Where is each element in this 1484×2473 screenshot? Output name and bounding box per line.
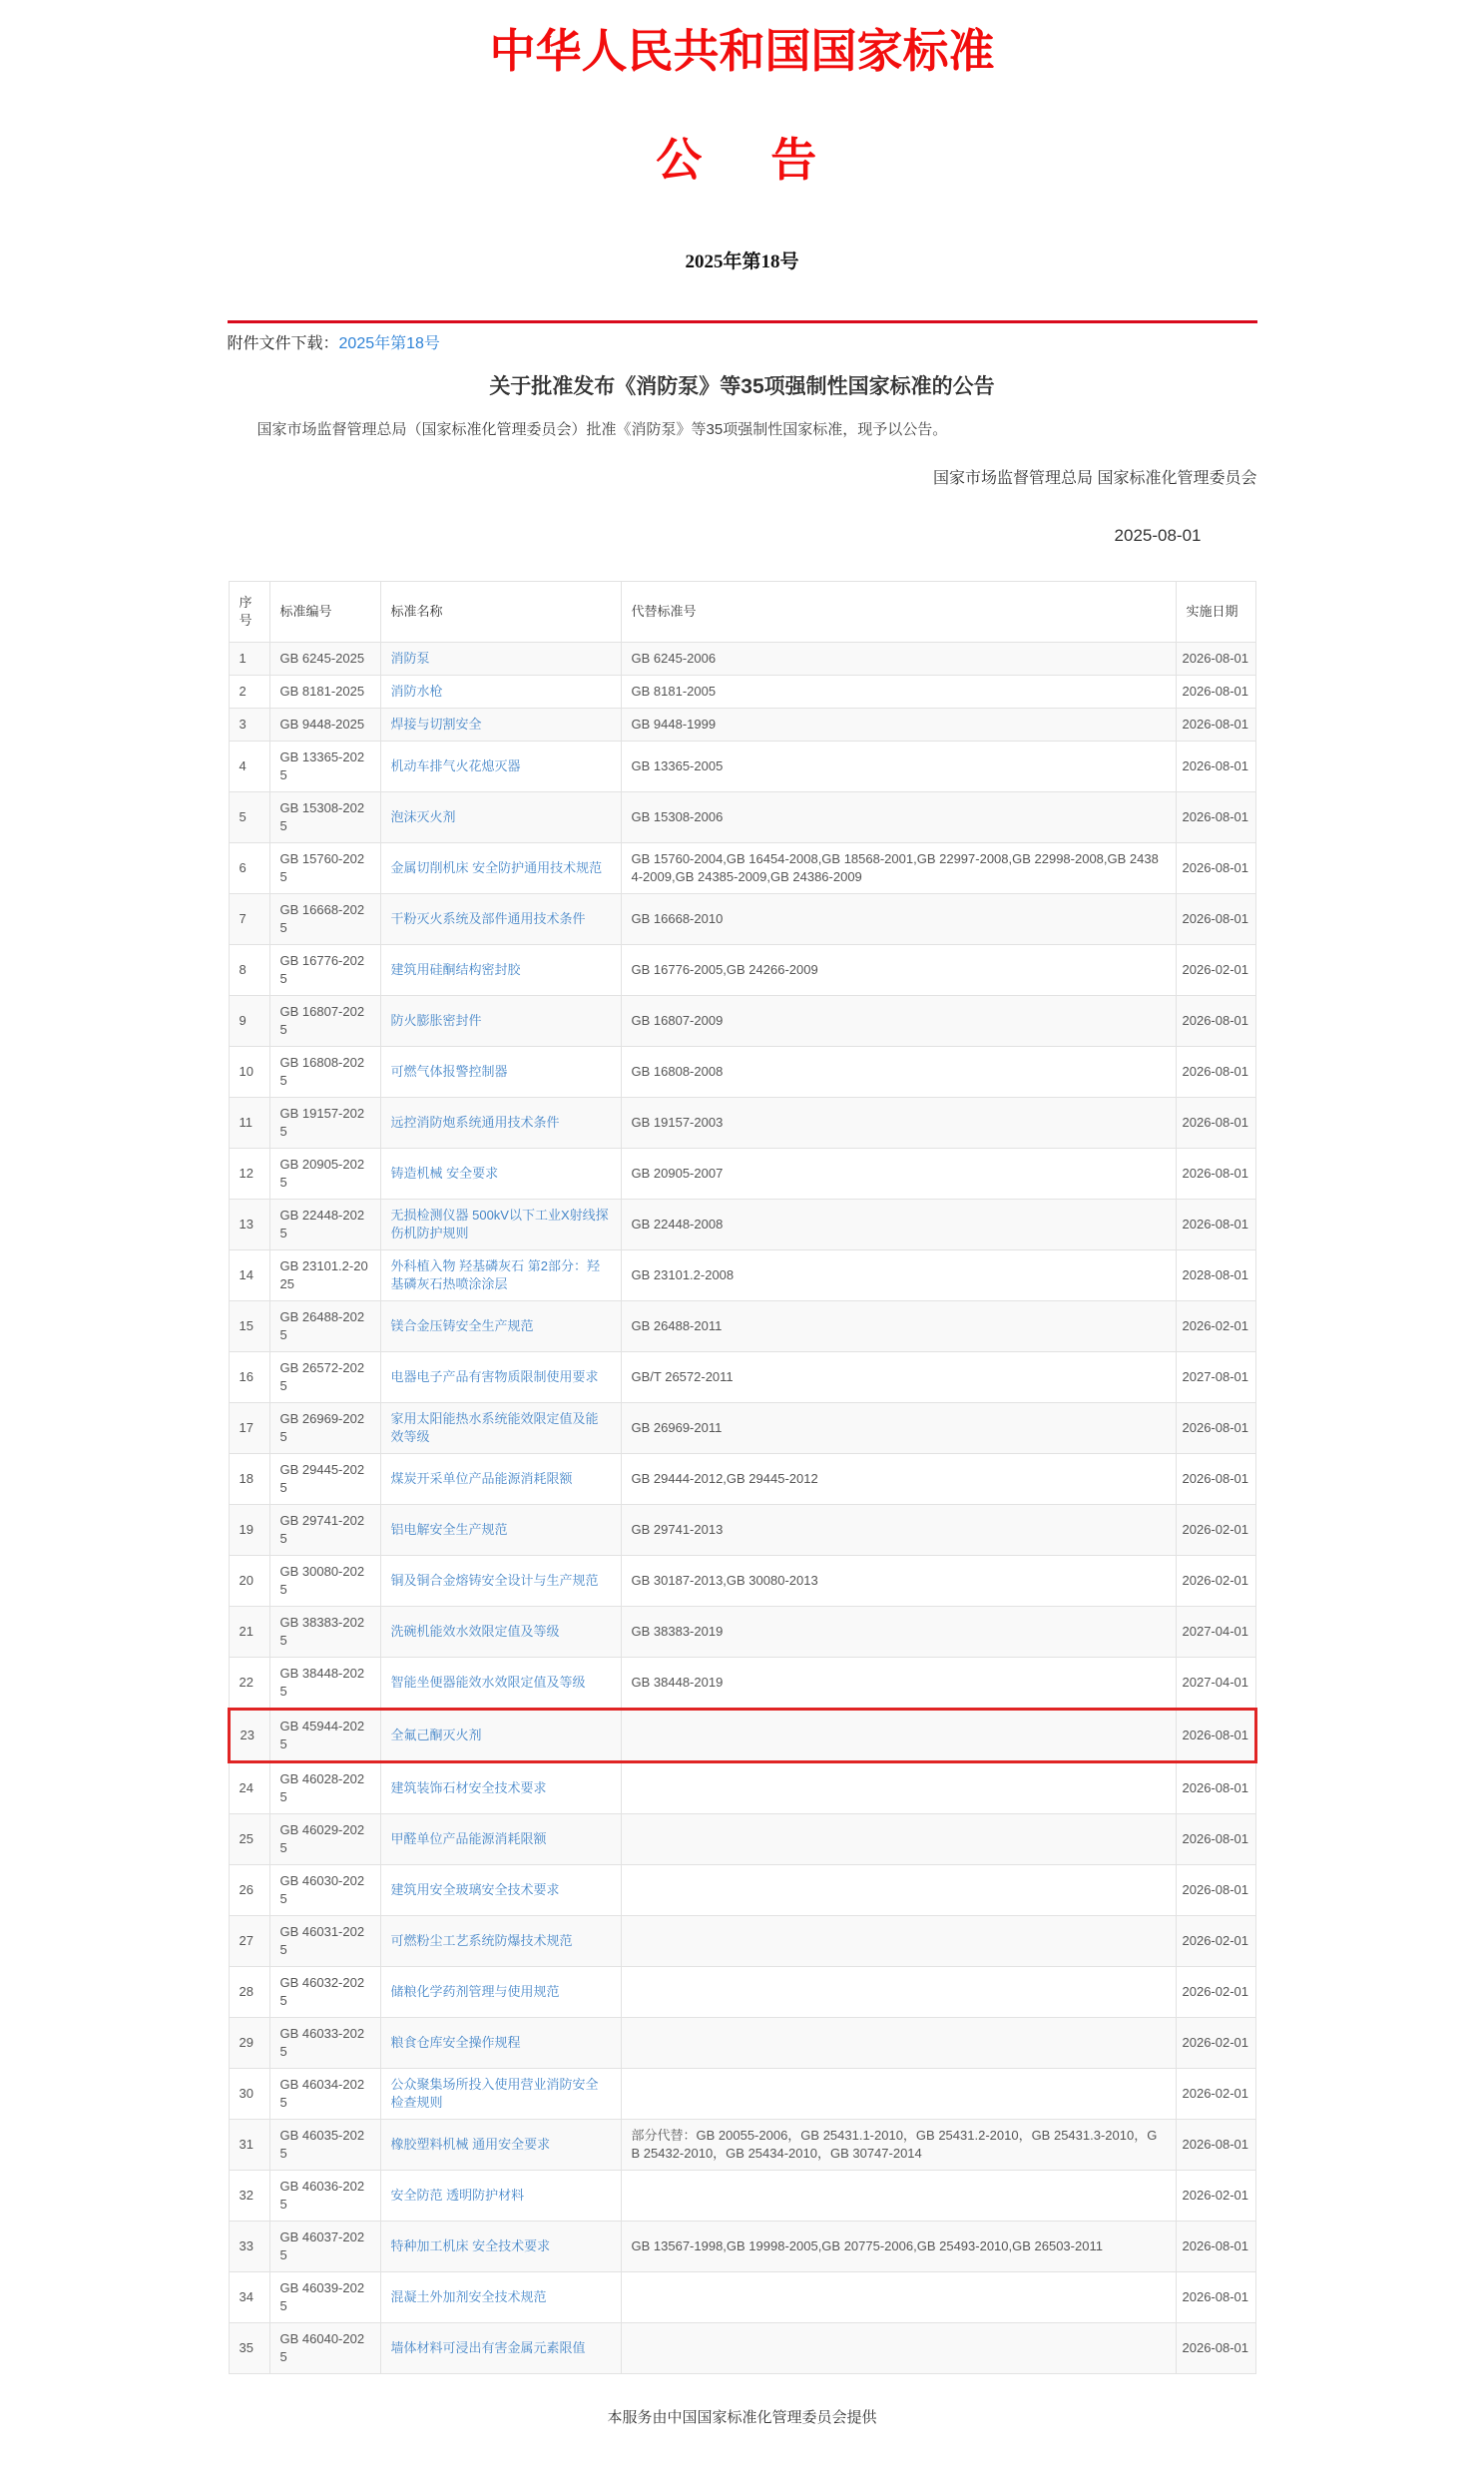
cell-impl-date: 2026-08-01 [1176,842,1255,893]
cell-seq: 1 [229,642,269,675]
cell-standard-code: GB 46039-2025 [269,2271,380,2322]
cell-seq: 31 [229,2119,269,2170]
cell-standard-code: GB 26572-2025 [269,1351,380,1402]
table-row [229,1249,1255,1300]
cell-standard-code: GB 46028-2025 [269,1761,380,1813]
cell-standard-name [380,1864,621,1915]
cell-standard-code: GB 15760-2025 [269,842,380,893]
cell-seq: 5 [229,791,269,842]
cell-replaced-standards: GB 13365-2005 [621,741,1176,791]
standards-table-body [229,642,1255,2373]
cell-impl-date: 2026-08-01 [1176,675,1255,708]
standard-name-link[interactable]: 甲醛单位产品能源消耗限额 [390,1830,547,1846]
cell-seq: 26 [229,1864,269,1915]
table-row [229,642,1255,675]
cell-impl-date: 2026-02-01 [1176,2017,1255,2068]
cell-replaced-standards: GB 16776-2005,GB 24266-2009 [621,944,1176,995]
cell-replaced-standards [621,1761,1176,1813]
footer-note: 本服务由中国国家标准化管理委员会提供 [607,2408,877,2426]
cell-standard-name [380,1504,621,1555]
standard-name-link[interactable]: 建筑装饰石材安全技术要求 [390,1779,547,1795]
cell-seq: 9 [229,995,269,1046]
cell-standard-name [380,1351,621,1402]
cell-replaced-standards [621,1915,1176,1966]
table-row [229,1864,1255,1915]
cell-standard-code: GB 22448-2025 [269,1199,380,1249]
cell-impl-date: 2026-08-01 [1176,2271,1255,2322]
standard-name-link[interactable]: 粮食仓库安全操作规程 [390,2034,521,2050]
cell-standard-name [380,1046,621,1097]
cell-impl-date: 2026-02-01 [1176,1504,1255,1555]
cell-seq: 33 [229,2221,269,2271]
standard-name-link[interactable]: 机动车排气火花熄灭器 [390,757,521,773]
header-cell-standard-name: 标准名称 [380,581,621,642]
cell-seq: 15 [229,1300,269,1351]
cell-impl-date: 2026-02-01 [1176,1555,1255,1606]
table-row [229,995,1255,1046]
cell-impl-date: 2026-08-01 [1176,642,1255,675]
table-row [229,741,1255,791]
cell-impl-date: 2026-08-01 [1176,1148,1255,1199]
standard-name-link[interactable]: 可燃气体报警控制器 [390,1063,508,1079]
cell-standard-code: GB 15308-2025 [269,791,380,842]
table-row [229,2017,1255,2068]
cell-standard-name [380,1657,621,1709]
cell-replaced-standards: GB 26488-2011 [621,1300,1176,1351]
standard-name-link[interactable]: 安全防范 透明防护材料 [390,2187,525,2203]
standard-name-link[interactable]: 铝电解安全生产规范 [390,1521,508,1537]
standard-name-link[interactable]: 混凝土外加剂安全技术规范 [390,2288,547,2304]
cell-seq: 20 [229,1555,269,1606]
cell-seq: 18 [229,1453,269,1504]
table-row [229,1148,1255,1199]
standard-name-link[interactable]: 墙体材料可浸出有害金属元素限值 [390,2339,586,2355]
table-row [229,1555,1255,1606]
cell-impl-date: 2026-08-01 [1176,1709,1255,1761]
cell-impl-date: 2026-08-01 [1176,893,1255,944]
table-row [229,2119,1255,2170]
cell-replaced-standards: GB 15760-2004,GB 16454-2008,GB 18568-2001,GB 22997-2008,GB 22998-2008,GB 24384-2009,GB 24385-2009,GB 24386-2009 [621,842,1176,893]
cell-seq: 32 [229,2170,269,2221]
cell-standard-name [380,995,621,1046]
cell-impl-date: 2027-04-01 [1176,1606,1255,1657]
cell-seq: 25 [229,1813,269,1864]
cell-standard-code: GB 26969-2025 [269,1402,380,1453]
cell-standard-name [380,741,621,791]
table-row [229,1097,1255,1148]
table-row [229,1606,1255,1657]
standard-name-link[interactable]: 家用太阳能热水系统能效限定值及能效等级 [390,1410,599,1444]
standard-name-link[interactable]: 煤炭开采单位产品能源消耗限额 [390,1470,573,1486]
standard-name-link[interactable]: 特种加工机床 安全技术要求 [390,2237,551,2253]
cell-impl-date: 2027-04-01 [1176,1657,1255,1709]
cell-standard-code: GB 46033-2025 [269,2017,380,2068]
cell-replaced-standards: GB 22448-2008 [621,1199,1176,1249]
cell-standard-name [380,1761,621,1813]
red-divider [228,320,1257,323]
cell-impl-date: 2028-08-01 [1176,1249,1255,1300]
table-row [229,1709,1255,1761]
cell-seq: 27 [229,1915,269,1966]
cell-standard-name [380,2322,621,2373]
cell-standard-name [380,1453,621,1504]
table-row [229,1300,1255,1351]
cell-standard-code: GB 45944-2025 [269,1709,380,1761]
cell-replaced-standards: GB 30187-2013,GB 30080-2013 [621,1555,1176,1606]
cell-impl-date: 2026-08-01 [1176,1199,1255,1249]
cell-standard-code: GB 29741-2025 [269,1504,380,1555]
page-title: 中华人民共和国国家标准 [489,26,995,77]
cell-standard-name [380,1199,621,1249]
cell-replaced-standards: GB 20905-2007 [621,1148,1176,1199]
cell-standard-code: GB 9448-2025 [269,708,380,741]
cell-standard-name [380,675,621,708]
cell-replaced-standards: GB 38448-2019 [621,1657,1176,1709]
cell-standard-name [380,1555,621,1606]
table-row [229,944,1255,995]
cell-standard-code: GB 29445-2025 [269,1453,380,1504]
cell-replaced-standards [621,2322,1176,2373]
cell-replaced-standards: 部分代替：GB 20055-2006，GB 25431.1-2010，GB 25431.2-2010，GB 25431.3-2010，GB 25432-2010，GB 25434-2010，GB 30747-2014 [621,2119,1176,2170]
cell-impl-date: 2026-08-01 [1176,2119,1255,2170]
cell-standard-name [380,1966,621,2017]
standards-table [228,581,1257,2374]
cell-seq: 28 [229,1966,269,2017]
standard-name-link[interactable]: 橡胶塑料机械 通用安全要求 [390,2136,551,2152]
cell-impl-date: 2026-02-01 [1176,2170,1255,2221]
cell-standard-code: GB 8181-2025 [269,675,380,708]
cell-standard-code: GB 46040-2025 [269,2322,380,2373]
attachment-link[interactable]: 2025年第18号 [338,335,440,353]
cell-seq: 24 [229,1761,269,1813]
cell-replaced-standards: GB 16807-2009 [621,995,1176,1046]
cell-seq: 16 [229,1351,269,1402]
cell-seq: 4 [229,741,269,791]
cell-standard-code: GB 23101.2-2025 [269,1249,380,1300]
cell-seq: 12 [229,1148,269,1199]
table-row [229,791,1255,842]
document-container [228,0,1257,2473]
header-cell-impl-date: 实施日期 [1176,581,1255,642]
cell-impl-date: 2026-08-01 [1176,2221,1255,2271]
cell-replaced-standards: GB 38383-2019 [621,1606,1176,1657]
standard-name-link[interactable]: 泡沫灭火剂 [390,808,456,824]
cell-standard-name [380,1300,621,1351]
cell-standard-code: GB 20905-2025 [269,1148,380,1199]
standard-name-link[interactable]: 电器电子产品有害物质限制使用要求 [390,1368,599,1384]
standard-name-link[interactable]: 远控消防炮系统通用技术条件 [390,1114,560,1130]
cell-replaced-standards [621,2271,1176,2322]
table-row [229,1046,1255,1097]
cell-impl-date: 2026-02-01 [1176,1300,1255,1351]
cell-seq: 21 [229,1606,269,1657]
cell-standard-name [380,1249,621,1300]
cell-standard-name [380,2271,621,2322]
standard-name-link[interactable]: 防火膨胀密封件 [390,1012,482,1028]
cell-replaced-standards: GB 23101.2-2008 [621,1249,1176,1300]
cell-replaced-standards: GB 13567-1998,GB 19998-2005,GB 20775-2006,GB 25493-2010,GB 26503-2011 [621,2221,1176,2271]
cell-replaced-standards [621,2068,1176,2119]
cell-standard-name [380,1813,621,1864]
cell-standard-name [380,708,621,741]
cell-replaced-standards: GB 26969-2011 [621,1402,1176,1453]
cell-seq: 3 [229,708,269,741]
standard-name-link[interactable]: 储粮化学药剂管理与使用规范 [390,1983,560,1999]
table-row [229,2170,1255,2221]
announcement-title: 公 告 [656,134,828,186]
cell-replaced-standards: GB 8181-2005 [621,675,1176,708]
table-row [229,708,1255,741]
table-row [229,1966,1255,2017]
table-row [229,1657,1255,1709]
cell-impl-date: 2026-08-01 [1176,995,1255,1046]
cell-standard-name [380,1402,621,1453]
cell-replaced-standards [621,1813,1176,1864]
cell-standard-code: GB 16776-2025 [269,944,380,995]
cell-seq: 29 [229,2017,269,2068]
cell-seq: 7 [229,893,269,944]
cell-standard-code: GB 19157-2025 [269,1097,380,1148]
cell-standard-code: GB 6245-2025 [269,642,380,675]
cell-replaced-standards [621,1709,1176,1761]
standard-name-link[interactable]: 消防水枪 [390,683,443,699]
cell-standard-code: GB 46032-2025 [269,1966,380,2017]
cell-impl-date: 2026-02-01 [1176,2068,1255,2119]
standard-name-link[interactable]: 外科植入物 羟基磷灰石 第2部分：羟基磷灰石热喷涂涂层 [390,1257,600,1291]
standard-name-link[interactable]: 可燃粉尘工艺系统防爆技术规范 [390,1932,573,1948]
cell-impl-date: 2026-08-01 [1176,2322,1255,2373]
notice-title: 关于批准发布《消防泵》等35项强制性国家标准的公告 [489,374,995,398]
cell-replaced-standards: GB 19157-2003 [621,1097,1176,1148]
cell-seq: 2 [229,675,269,708]
cell-seq: 10 [229,1046,269,1097]
cell-standard-code: GB 46037-2025 [269,2221,380,2271]
cell-standard-code: GB 46034-2025 [269,2068,380,2119]
header-cell-seq: 序号 [229,581,269,642]
signature-date: 2025-08-01 [1114,526,1202,546]
standard-name-link[interactable]: 无损检测仪器 500kV以下工业X射线探伤机防护规则 [390,1207,609,1240]
table-row [229,1813,1255,1864]
cell-standard-code: GB 16808-2025 [269,1046,380,1097]
table-row [229,1504,1255,1555]
standard-name-link[interactable]: 智能坐便器能效水效限定值及等级 [390,1674,586,1690]
cell-seq: 17 [229,1402,269,1453]
cell-standard-name [380,791,621,842]
cell-standard-name [380,1915,621,1966]
cell-seq: 23 [229,1709,269,1761]
standard-name-link[interactable]: 洗碗机能效水效限定值及等级 [390,1623,560,1639]
cell-seq: 8 [229,944,269,995]
cell-standard-code: GB 38448-2025 [269,1657,380,1709]
issue-number: 2025年第18号 [685,250,799,272]
cell-standard-name [380,842,621,893]
standard-name-link[interactable]: 铜及铜合金熔铸安全设计与生产规范 [390,1572,599,1588]
cell-standard-name [380,2068,621,2119]
cell-impl-date: 2026-08-01 [1176,741,1255,791]
header-cell-replaced-standards: 代替标准号 [621,581,1176,642]
cell-impl-date: 2026-08-01 [1176,791,1255,842]
table-row [229,675,1255,708]
cell-seq: 35 [229,2322,269,2373]
standard-name-link[interactable]: 干粉灭火系统及部件通用技术条件 [390,910,586,926]
table-row [229,2068,1255,2119]
cell-standard-code: GB 46031-2025 [269,1915,380,1966]
table-row [229,842,1255,893]
cell-standard-name [380,1097,621,1148]
table-row [229,1199,1255,1249]
cell-replaced-standards: GB 9448-1999 [621,708,1176,741]
cell-impl-date: 2026-08-01 [1176,1453,1255,1504]
cell-impl-date: 2026-02-01 [1176,1915,1255,1966]
cell-standard-name [380,1606,621,1657]
table-row [229,1761,1255,1813]
cell-seq: 6 [229,842,269,893]
cell-standard-code: GB 30080-2025 [269,1555,380,1606]
standard-name-link[interactable]: 焊接与切割安全 [390,716,482,732]
cell-impl-date: 2026-08-01 [1176,1761,1255,1813]
cell-replaced-standards: GB 15308-2006 [621,791,1176,842]
cell-replaced-standards [621,1864,1176,1915]
standard-name-link[interactable]: 全氟己酮灭火剂 [390,1727,482,1742]
cell-replaced-standards [621,1966,1176,2017]
cell-standard-name [380,2119,621,2170]
cell-replaced-standards: GB 16808-2008 [621,1046,1176,1097]
cell-seq: 13 [229,1199,269,1249]
table-row [229,1402,1255,1453]
table-row [229,2271,1255,2322]
cell-standard-code: GB 46036-2025 [269,2170,380,2221]
cell-standard-name [380,2221,621,2271]
cell-impl-date: 2026-08-01 [1176,1402,1255,1453]
cell-standard-name [380,1709,621,1761]
table-header-row [229,581,1255,642]
table-row [229,1915,1255,1966]
cell-impl-date: 2026-08-01 [1176,1813,1255,1864]
attachment-row [228,333,1257,355]
cell-replaced-standards [621,2017,1176,2068]
cell-standard-code: GB 13365-2025 [269,741,380,791]
cell-seq: 19 [229,1504,269,1555]
standard-name-link[interactable]: 公众聚集场所投入使用营业消防安全检查规则 [390,2076,599,2110]
cell-impl-date: 2027-08-01 [1176,1351,1255,1402]
cell-standard-code: GB 38383-2025 [269,1606,380,1657]
cell-standard-name [380,2017,621,2068]
cell-seq: 34 [229,2271,269,2322]
cell-replaced-standards [621,2170,1176,2221]
cell-impl-date: 2026-02-01 [1176,944,1255,995]
cell-standard-name [380,2170,621,2221]
table-row [229,893,1255,944]
cell-standard-code: GB 16668-2025 [269,893,380,944]
table-row [229,2322,1255,2373]
cell-impl-date: 2026-08-01 [1176,1864,1255,1915]
cell-seq: 14 [229,1249,269,1300]
cell-seq: 11 [229,1097,269,1148]
cell-standard-code: GB 26488-2025 [269,1300,380,1351]
cell-impl-date: 2026-02-01 [1176,1966,1255,2017]
cell-impl-date: 2026-08-01 [1176,1046,1255,1097]
header-cell-standard-code: 标准编号 [269,581,380,642]
cell-replaced-standards: GB/T 26572-2011 [621,1351,1176,1402]
standard-name-link[interactable]: 镁合金压铸安全生产规范 [390,1317,534,1333]
cell-replaced-standards: GB 16668-2010 [621,893,1176,944]
standard-name-link[interactable]: 消防泵 [390,650,430,666]
cell-seq: 22 [229,1657,269,1709]
cell-replaced-standards: GB 29741-2013 [621,1504,1176,1555]
cell-replaced-standards: GB 29444-2012,GB 29445-2012 [621,1453,1176,1504]
cell-seq: 30 [229,2068,269,2119]
cell-impl-date: 2026-08-01 [1176,1097,1255,1148]
standard-name-link[interactable]: 建筑用硅酮结构密封胶 [390,961,521,977]
cell-impl-date: 2026-08-01 [1176,708,1255,741]
cell-standard-code: GB 46029-2025 [269,1813,380,1864]
cell-standard-name [380,1148,621,1199]
cell-standard-code: GB 16807-2025 [269,995,380,1046]
cell-standard-name [380,642,621,675]
cell-standard-name [380,944,621,995]
cell-standard-name [380,893,621,944]
signature-line: 国家市场监督管理总局 国家标准化管理委员会 [933,469,1257,487]
standard-name-link[interactable]: 金属切削机床 安全防护通用技术规范 [390,859,603,875]
attachment-label: 附件文件下载： [227,335,339,353]
standard-name-link[interactable]: 铸造机械 安全要求 [390,1165,499,1181]
cell-standard-code: GB 46035-2025 [269,2119,380,2170]
table-row [229,1351,1255,1402]
standard-name-link[interactable]: 建筑用安全玻璃安全技术要求 [390,1881,560,1897]
cell-replaced-standards: GB 6245-2006 [621,642,1176,675]
table-row [229,2221,1255,2271]
table-row [229,1453,1255,1504]
cell-standard-code: GB 46030-2025 [269,1864,380,1915]
notice-body: 国家市场监督管理总局（国家标准化管理委员会）批准《消防泵》等35项强制性国家标准，现予以公告。 [256,421,948,439]
